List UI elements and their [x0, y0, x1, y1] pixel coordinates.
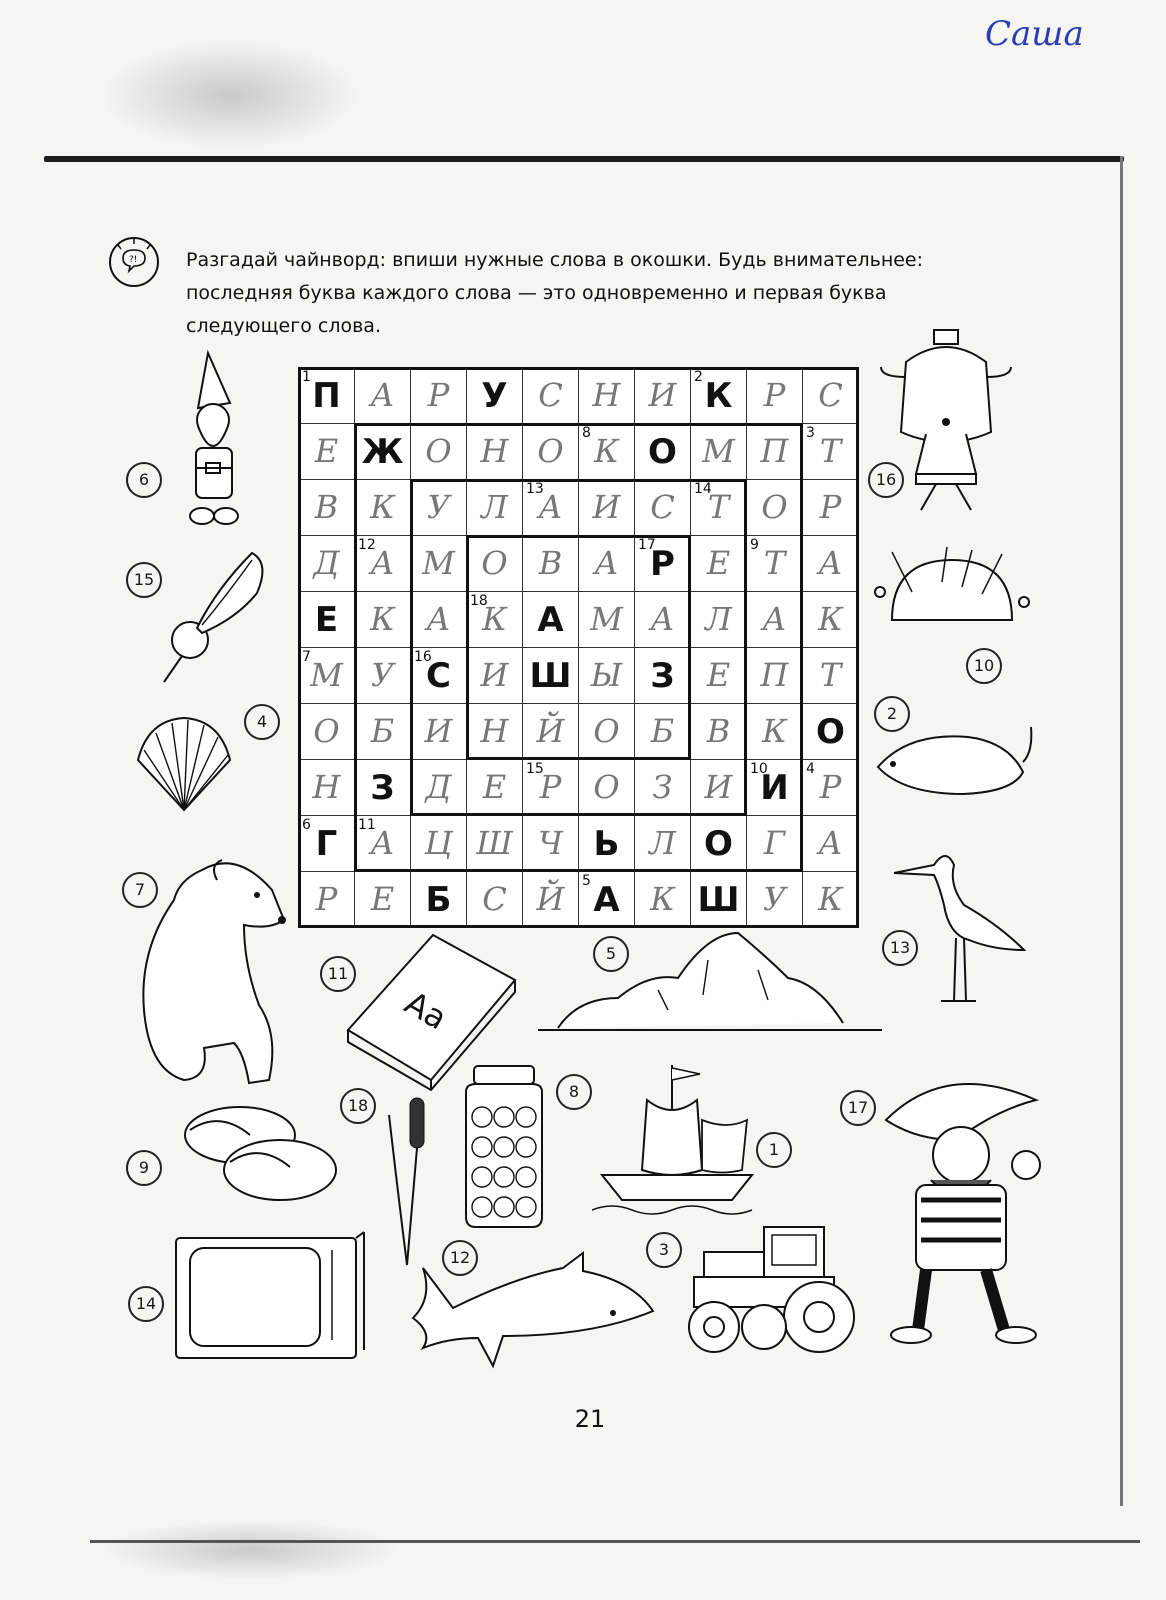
scan-smudge — [100, 40, 360, 150]
grid-cell[interactable] — [802, 367, 859, 424]
handwritten-letter: Р — [763, 376, 786, 414]
handwritten-letter: Т — [819, 656, 842, 694]
picture-number-label: 4 — [244, 704, 280, 740]
printed-letter: Ш — [529, 656, 572, 696]
handwritten-letter: Й — [536, 712, 565, 750]
grid-cell[interactable] — [746, 703, 803, 760]
grid-cell[interactable] — [522, 871, 579, 928]
printed-letter: Б — [425, 880, 452, 920]
grid-cell[interactable] — [522, 591, 579, 648]
handwritten-letter: Е — [370, 880, 395, 918]
handwritten-letter: Ч — [538, 824, 563, 862]
printed-letter: П — [312, 376, 341, 416]
island-icon — [538, 930, 882, 1040]
handwritten-letter: М — [422, 544, 455, 582]
grid-cell[interactable] — [466, 591, 523, 648]
grid-cell[interactable] — [690, 815, 747, 872]
grid-cell[interactable] — [298, 479, 355, 536]
clue-number: 18 — [470, 593, 488, 609]
handwritten-letter: Т — [819, 432, 842, 470]
grid-cell[interactable] — [802, 591, 859, 648]
grid-cell[interactable] — [746, 423, 803, 480]
grid-cell[interactable] — [690, 367, 747, 424]
handwritten-letter: А — [818, 544, 843, 582]
handwritten-letter: Д — [425, 768, 452, 806]
grid-cell[interactable] — [802, 479, 859, 536]
handwritten-letter: Л — [705, 600, 732, 638]
printed-letter: Ь — [593, 824, 620, 864]
slippers-icon — [180, 1100, 340, 1210]
printed-letter: О — [648, 432, 677, 472]
grid-cell[interactable] — [410, 871, 467, 928]
handwritten-letter: П — [760, 656, 789, 694]
handwritten-letter: К — [818, 600, 843, 638]
grid-cell[interactable] — [298, 423, 355, 480]
grid-cell[interactable] — [690, 535, 747, 592]
printed-letter: О — [704, 824, 733, 864]
grid-cell[interactable] — [522, 647, 579, 704]
shark-icon — [408, 1248, 656, 1370]
grid-cell[interactable] — [298, 871, 355, 928]
handwritten-letter: К — [762, 712, 787, 750]
handwritten-letter: А — [650, 600, 675, 638]
handwritten-letter: А — [370, 824, 395, 862]
grid-cell[interactable] — [522, 367, 579, 424]
grid-cell[interactable] — [578, 703, 635, 760]
grid-cell[interactable] — [522, 815, 579, 872]
handwritten-letter: Р — [427, 376, 450, 414]
handwritten-letter: Ы — [590, 656, 623, 694]
grid-cell[interactable] — [802, 703, 859, 760]
grid-cell[interactable] — [746, 591, 803, 648]
handwritten-letter: У — [370, 656, 395, 694]
instruction-line-3: следующего слова. — [186, 315, 381, 337]
grid-cell[interactable] — [410, 591, 467, 648]
picture-number-label: 9 — [126, 1150, 162, 1186]
grid-cell[interactable] — [690, 423, 747, 480]
grid-cell[interactable] — [410, 479, 467, 536]
handwritten-letter: И — [648, 376, 677, 414]
handwritten-letter: К — [370, 600, 395, 638]
handwritten-letter: У — [762, 880, 787, 918]
grid-cell[interactable] — [522, 423, 579, 480]
radish-icon — [152, 540, 272, 685]
grid-cell[interactable] — [410, 535, 467, 592]
page-right-border — [1120, 156, 1123, 1506]
grid-cell[interactable] — [578, 591, 635, 648]
grid-cell[interactable] — [802, 759, 859, 816]
grid-cell[interactable] — [354, 479, 411, 536]
handwritten-letter: А — [538, 488, 563, 526]
printed-letter: С — [426, 656, 451, 696]
handwritten-letter: Ц — [424, 824, 453, 862]
grid-cell[interactable] — [578, 367, 635, 424]
cattail-icon — [382, 1090, 432, 1270]
grid-cell[interactable] — [298, 535, 355, 592]
grid-cell[interactable] — [578, 423, 635, 480]
handwritten-letter: А — [818, 824, 843, 862]
handwritten-signature: Саша — [985, 14, 1084, 54]
handwritten-letter: Й — [536, 880, 565, 918]
handwritten-letter: Е — [706, 544, 731, 582]
handwritten-letter: Р — [819, 488, 842, 526]
handwritten-letter: М — [310, 656, 343, 694]
grid-cell[interactable] — [746, 535, 803, 592]
grid-cell[interactable] — [354, 423, 411, 480]
printed-letter: А — [593, 880, 620, 920]
picture-number-label: 8 — [556, 1074, 592, 1110]
clue-number: 4 — [806, 761, 815, 777]
grid-cell[interactable] — [410, 423, 467, 480]
grid-cell[interactable] — [802, 871, 859, 928]
grid-cell[interactable] — [690, 759, 747, 816]
handwritten-letter: Л — [649, 824, 676, 862]
handwritten-letter: Н — [480, 712, 509, 750]
grid-cell[interactable] — [466, 815, 523, 872]
picture-number-label: 6 — [126, 462, 162, 498]
grid-cell[interactable] — [690, 591, 747, 648]
handwritten-letter: С — [538, 376, 563, 414]
handwritten-letter: Ш — [476, 824, 513, 862]
grid-cell[interactable] — [578, 759, 635, 816]
grid-cell[interactable] — [466, 703, 523, 760]
grid-cell[interactable] — [746, 647, 803, 704]
handwritten-letter: Р — [539, 768, 562, 806]
picture-number-label: 3 — [646, 1232, 682, 1268]
grid-cell[interactable] — [802, 815, 859, 872]
clue-number: 8 — [582, 425, 591, 441]
printed-letter: И — [760, 768, 789, 808]
page-number: 21 — [574, 1405, 606, 1433]
grid-cell[interactable] — [634, 479, 691, 536]
grid-cell[interactable] — [634, 871, 691, 928]
grid-cell[interactable] — [690, 703, 747, 760]
grid-cell[interactable] — [634, 759, 691, 816]
handwritten-letter: С — [482, 880, 507, 918]
grid-cell[interactable] — [410, 647, 467, 704]
grid-cell[interactable] — [522, 535, 579, 592]
handwritten-letter: П — [760, 432, 789, 470]
grid-cell[interactable] — [746, 759, 803, 816]
instruction-line-2: последняя буква каждого слова — это одновременно и первая буква — [186, 282, 887, 304]
handwritten-letter: Р — [315, 880, 338, 918]
handwritten-letter: Н — [592, 376, 621, 414]
grid-cell[interactable] — [802, 423, 859, 480]
printed-letter: А — [537, 600, 564, 640]
polar-bear-icon — [132, 850, 294, 1085]
picture-number-label: 13 — [882, 930, 918, 966]
handwritten-letter: К — [650, 880, 675, 918]
stork-icon — [886, 843, 1028, 1008]
printed-letter: Р — [650, 544, 675, 584]
printed-letter: Г — [315, 824, 338, 864]
handwritten-letter: Н — [312, 768, 341, 806]
handwritten-letter: А — [370, 376, 395, 414]
grid-cell[interactable] — [634, 703, 691, 760]
picture-number-label: 12 — [442, 1240, 478, 1276]
scan-smudge — [100, 1520, 400, 1580]
handwritten-letter: О — [761, 488, 788, 526]
pirate-icon — [876, 1060, 1066, 1350]
handwritten-letter: Б — [650, 712, 675, 750]
handwritten-letter: К — [594, 432, 619, 470]
grid-cell[interactable] — [466, 871, 523, 928]
handwritten-letter: М — [590, 600, 623, 638]
book-label: Аа — [398, 983, 454, 1038]
grid-cell[interactable] — [354, 703, 411, 760]
grid-cell[interactable] — [354, 647, 411, 704]
handwritten-letter: О — [481, 544, 508, 582]
clue-number: 10 — [750, 761, 768, 777]
picture-number-label: 18 — [340, 1088, 376, 1124]
picture-number-label: 16 — [868, 462, 904, 498]
grid-cell[interactable] — [410, 367, 467, 424]
grid-cell[interactable] — [466, 479, 523, 536]
handwritten-letter: Г — [763, 824, 786, 862]
handwritten-letter: О — [593, 768, 620, 806]
grid-cell[interactable] — [578, 535, 635, 592]
mole-icon — [868, 722, 1034, 800]
samovar-icon — [876, 322, 1016, 518]
handwritten-letter: К — [370, 488, 395, 526]
handwritten-letter: Е — [706, 656, 731, 694]
handwritten-letter: Н — [480, 432, 509, 470]
handwritten-letter: К — [482, 600, 507, 638]
clue-number: 5 — [582, 873, 591, 889]
printed-letter: Е — [314, 600, 339, 640]
grid-cell[interactable] — [354, 815, 411, 872]
clue-number: 11 — [358, 817, 376, 833]
grid-cell[interactable] — [354, 759, 411, 816]
grid-cell[interactable] — [410, 759, 467, 816]
jar-icon — [456, 1062, 552, 1230]
picture-number-label: 5 — [593, 936, 629, 972]
grid-cell[interactable] — [578, 871, 635, 928]
grid-cell[interactable] — [354, 367, 411, 424]
grid-cell[interactable] — [634, 423, 691, 480]
grid-cell[interactable] — [466, 535, 523, 592]
grid-cell[interactable] — [690, 479, 747, 536]
handwritten-letter: А — [594, 544, 619, 582]
seashell-icon — [128, 715, 240, 815]
grid-cell[interactable] — [634, 815, 691, 872]
instruction-text — [186, 244, 986, 343]
clue-number: 16 — [414, 649, 432, 665]
printed-letter: О — [816, 712, 845, 752]
handwritten-letter: У — [426, 488, 451, 526]
page-top-border — [44, 156, 1124, 162]
clue-number: 3 — [806, 425, 815, 441]
handwritten-letter: Е — [314, 432, 339, 470]
grid-cell[interactable] — [466, 423, 523, 480]
grid-cell[interactable] — [466, 759, 523, 816]
picture-number-label: 14 — [128, 1286, 164, 1322]
picture-number-label: 10 — [966, 648, 1002, 684]
grid-cell[interactable] — [634, 367, 691, 424]
tractor-icon — [664, 1207, 860, 1357]
handwritten-letter: И — [592, 488, 621, 526]
clue-number: 17 — [638, 537, 656, 553]
grid-cell[interactable] — [578, 647, 635, 704]
clue-number: 12 — [358, 537, 376, 553]
handwritten-letter: В — [314, 488, 339, 526]
handwritten-letter: И — [424, 712, 453, 750]
svg-text:?!: ?! — [129, 255, 138, 265]
grid-cell[interactable] — [410, 815, 467, 872]
handwritten-letter: Р — [819, 768, 842, 806]
grid-cell[interactable] — [354, 871, 411, 928]
grid-cell[interactable] — [410, 703, 467, 760]
grid-cell[interactable] — [522, 759, 579, 816]
handwritten-letter: В — [706, 712, 731, 750]
page-bottom-border — [90, 1540, 1140, 1543]
handwritten-letter: А — [762, 600, 787, 638]
grid-cell[interactable] — [578, 815, 635, 872]
printed-letter: Ж — [361, 432, 404, 472]
handwritten-letter: И — [480, 656, 509, 694]
grid-cell[interactable] — [354, 591, 411, 648]
grid-cell[interactable] — [298, 759, 355, 816]
grid-cell[interactable] — [802, 535, 859, 592]
clue-number: 9 — [750, 537, 759, 553]
handwritten-letter: Т — [763, 544, 786, 582]
grid-cell[interactable] — [746, 871, 803, 928]
printed-letter: У — [481, 376, 508, 416]
tv-icon — [172, 1230, 368, 1368]
grid-cell[interactable] — [634, 535, 691, 592]
handwritten-letter: К — [818, 880, 843, 918]
pincushion-icon — [872, 542, 1032, 630]
grid-cell[interactable] — [354, 535, 411, 592]
grid-cell[interactable] — [298, 367, 355, 424]
handwritten-letter: В — [538, 544, 563, 582]
grid-cell[interactable] — [746, 479, 803, 536]
grid-cell[interactable] — [802, 647, 859, 704]
grid-cell[interactable] — [298, 647, 355, 704]
grid-cell[interactable] — [298, 815, 355, 872]
picture-number-label: 11 — [320, 956, 356, 992]
clue-number: 6 — [302, 817, 311, 833]
handwritten-letter: З — [652, 768, 673, 806]
handwritten-letter: М — [702, 432, 735, 470]
clue-number: 2 — [694, 369, 703, 385]
grid-cell[interactable] — [466, 367, 523, 424]
handwritten-letter: А — [426, 600, 451, 638]
gnome-icon — [178, 348, 248, 530]
grid-cell[interactable] — [522, 703, 579, 760]
picture-number-label: 7 — [122, 872, 158, 908]
sailing-ship-icon — [592, 1060, 762, 1220]
grid-cell[interactable] — [746, 367, 803, 424]
handwritten-letter: И — [704, 768, 733, 806]
thinking-task-icon — [108, 236, 160, 288]
handwritten-letter: О — [593, 712, 620, 750]
grid-cell[interactable] — [578, 479, 635, 536]
handwritten-letter: С — [818, 376, 843, 414]
handwritten-letter: Л — [481, 488, 508, 526]
clue-number: 14 — [694, 481, 712, 497]
grid-cell[interactable] — [690, 647, 747, 704]
printed-letter: З — [650, 656, 675, 696]
handwritten-letter: Т — [707, 488, 730, 526]
grid-cell[interactable] — [466, 647, 523, 704]
handwritten-letter: О — [313, 712, 340, 750]
handwritten-letter: О — [537, 432, 564, 470]
printed-letter: Ш — [697, 880, 740, 920]
handwritten-letter: А — [370, 544, 395, 582]
printed-letter: К — [704, 376, 733, 416]
clue-number: 1 — [302, 369, 311, 385]
clue-number: 13 — [526, 481, 544, 497]
grid-cell[interactable] — [634, 591, 691, 648]
grid-cell[interactable] — [298, 591, 355, 648]
grid-cell[interactable] — [634, 647, 691, 704]
picture-number-label: 15 — [126, 562, 162, 598]
clue-number: 7 — [302, 649, 311, 665]
grid-cell[interactable] — [522, 479, 579, 536]
handwritten-letter: Е — [482, 768, 507, 806]
clue-number: 15 — [526, 761, 544, 777]
grid-cell[interactable] — [690, 871, 747, 928]
handwritten-letter: С — [650, 488, 675, 526]
picture-number-label: 2 — [874, 696, 910, 732]
handwritten-letter: О — [425, 432, 452, 470]
handwritten-letter: Б — [370, 712, 395, 750]
grid-cell[interactable] — [298, 703, 355, 760]
grid-cell[interactable] — [746, 815, 803, 872]
picture-number-label: 17 — [840, 1090, 876, 1126]
instruction-line-1: Разгадай чайнворд: впиши нужные слова в окошки. Будь внимательнее: — [186, 249, 924, 271]
printed-letter: З — [370, 768, 395, 808]
picture-number-label: 1 — [756, 1132, 792, 1168]
handwritten-letter: Д — [313, 544, 340, 582]
